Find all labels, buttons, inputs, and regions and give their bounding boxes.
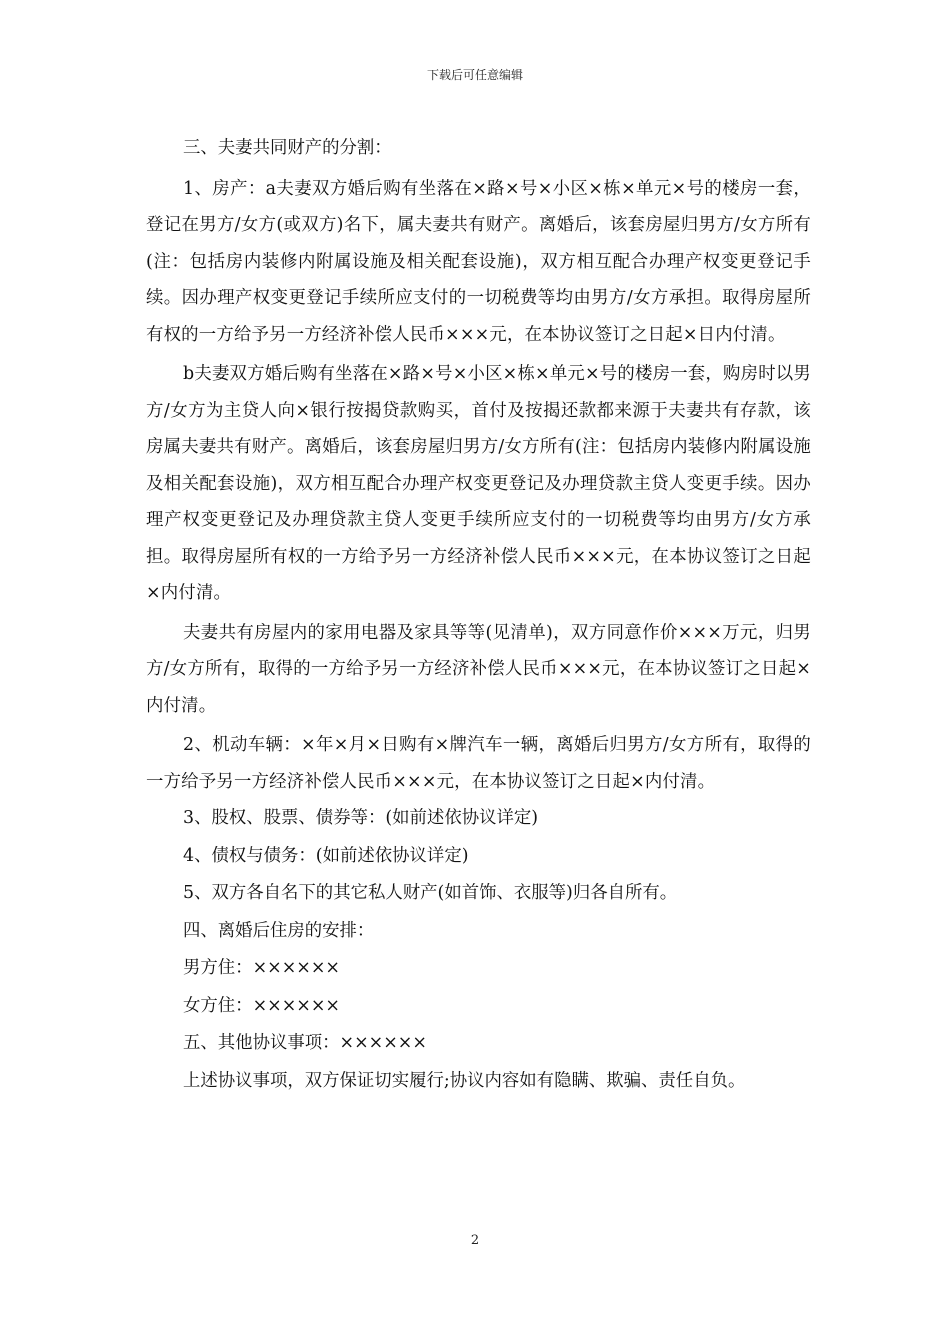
item-stocks: 3、股权、股票、债券等：(如前述依协议详定): [183, 808, 539, 828]
document-body: [146, 130, 811, 1100]
page-header-note: 下载后可任意编辑: [426, 68, 523, 82]
section-heading-other-matters: 五、其他协议事项：××××××: [183, 1033, 427, 1053]
item-female-residence: 女方住：××××××: [183, 995, 340, 1016]
paragraph-appliances: 夫妻共有房屋内的家用电器及家具等等(见清单)，双方同意作价×××万元，归男方/女方所有，取得的一方给予另一方经济补偿人民币×××元，在本协议签订之日起×内付清。: [146, 622, 811, 716]
paragraph-vehicle: 2、机动车辆：×年×月×日购有×牌汽车一辆，离婚后归男方/女方所有，取得的一方给予另一方经济补偿人民币×××元，在本协议签订之日起×内付清。: [146, 735, 811, 792]
page-number: 2: [470, 1233, 480, 1248]
paragraph-house-b: b夫妻双方婚后购有坐落在×路×号×小区×栋×单元×号的楼房一套，购房时以男方/女方为主贷人向×银行按揭贷款购买，首付及按揭还款都来源于夫妻共有存款，该房属夫妻共有财产。离婚后，该套房屋归男方/女方所有(注：包括房内装修内附属设施及相关配套设施)，双方相互配合办理产权变更登记及办理贷款主贷人变更手续。因办理产权变更登记及办理贷款主贷人变更手续所应支付的一切税费等均由男方/女方承担。取得房屋所有权的一方给予另一方经济补偿人民币×××元，在本协议签订之日起×内付清。: [146, 364, 811, 603]
item-male-residence: 男方住：××××××: [183, 958, 340, 978]
section-heading-residence: 四、离婚后住房的安排：: [183, 920, 375, 941]
section-heading-property-division: 三、夫妻共同财产的分割：: [183, 138, 392, 158]
item-debts: 4、债权与债务：(如前述依协议详定): [183, 845, 469, 866]
paragraph-house-a: 1、房产：a夫妻双方婚后购有坐落在×路×号×小区×栋×单元×号的楼房一套，登记在男方/女方(或双方)名下，属夫妻共有财产。离婚后，该套房屋归男方/女方所有(注：包括房内装修内附属设施及相关配套设施)，双方相互配合办理产权变更登记手续。因办理产权变更登记手续所应支付的一切税费等均由男方/女方承担。取得房屋所有权的一方给予另一方经济补偿人民币×××元，在本协议签订之日起×日内付清。: [146, 178, 811, 345]
closing-statement: 上述协议事项，双方保证切实履行;协议内容如有隐瞒、欺骗、责任自负。: [183, 1070, 746, 1091]
item-personal-property: 5、双方各自名下的其它私人财产(如首饰、衣服等)归各自所有。: [183, 883, 678, 903]
